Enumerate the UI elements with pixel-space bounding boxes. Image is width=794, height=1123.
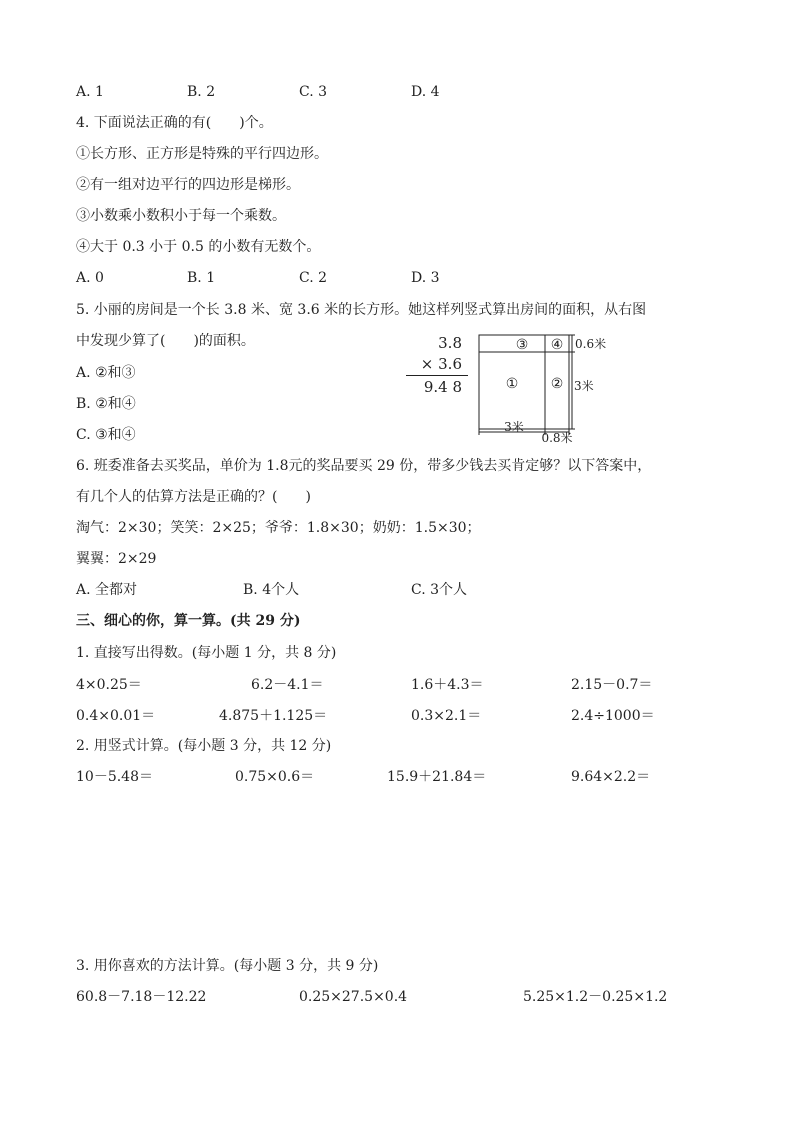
q6-line2: 有几个人的估算方法是正确的？( ) (76, 489, 311, 505)
q6-option-c: C. 3个人 (411, 582, 468, 598)
calc-multiplier: × 3.6 (420, 355, 462, 373)
simplify-calc-1: 60.8－7.18－12.22 (76, 989, 207, 1005)
q6-line1: 6. 班委准备去买奖品，单价为 1.8元的奖品要买 29 份，带多少钱去买肯定够？以下答案中， (76, 458, 652, 474)
vertical-calc-1: 10－5.48＝ (76, 769, 153, 785)
q6-line4: 翼翼：2×29 (76, 551, 157, 567)
q6-line3: 淘气：2×30；笑笑：2×25；爷爷：1.8×30；奶奶：1.5×30； (76, 520, 481, 536)
calc-1-4: 2.15－0.7＝ (571, 677, 653, 693)
label-3m-right: 3米 (574, 379, 594, 393)
section3-title: 三、细心的你，算一算。(共 29 分) (76, 613, 301, 629)
calc-1-2: 6.2－4.1＝ (251, 677, 324, 693)
q4-statement-3: ③小数乘小数积小于每一个乘数。 (76, 208, 286, 224)
q5-stem-line2: 中发现少算了( )的面积。 (76, 333, 255, 349)
q3-option-b: B. 2 (187, 84, 216, 100)
q4-stem: 4. 下面说法正确的有( )个。 (76, 115, 273, 131)
label-0-8m: 0.8米 (541, 431, 573, 445)
q5-option-a: A. ②和③ (76, 365, 136, 381)
vertical-calc-4: 9.64×2.2＝ (571, 769, 651, 785)
region-2-label: ② (550, 376, 564, 392)
label-3m-bottom: 3米 (504, 420, 524, 434)
simplify-calc-3: 5.25×1.2－0.25×1.2 (523, 989, 668, 1005)
q4-option-c: C. 2 (299, 270, 328, 286)
q6-option-b: B. 4个人 (243, 582, 300, 598)
part2-title: 2. 用竖式计算。(每小题 3 分，共 12 分) (76, 738, 332, 754)
q5-vertical-calc (404, 334, 468, 398)
calc-1-3: 1.6＋4.3＝ (411, 677, 484, 693)
q4-statement-2: ②有一组对边平行的四边形是梯形。 (76, 177, 300, 193)
q4-statement-1: ①长方形、正方形是特殊的平行四边形。 (76, 146, 328, 162)
region-3-label: ③ (515, 337, 529, 353)
region-1-label: ① (505, 376, 519, 392)
q5-option-b: B. ②和④ (76, 396, 136, 412)
vertical-calc-3: 15.9＋21.84＝ (387, 769, 487, 785)
label-0-6m: 0.6米 (575, 337, 607, 351)
q4-option-d: D. 3 (411, 270, 440, 286)
region-4-label: ④ (550, 337, 564, 353)
calc-rule (406, 375, 468, 376)
q5-option-c: C. ③和④ (76, 427, 136, 443)
q4-option-b: B. 1 (187, 270, 216, 286)
calc-2-2: 4.875＋1.125＝ (219, 708, 328, 724)
simplify-calc-2: 0.25×27.5×0.4 (299, 989, 408, 1005)
q6-option-a: A. 全都对 (76, 582, 138, 598)
calc-result: 9.4 8 (423, 378, 462, 396)
calc-2-4: 2.4÷1000＝ (571, 708, 655, 724)
q3-option-a: A. 1 (76, 84, 104, 100)
part3-title: 3. 用你喜欢的方法计算。(每小题 3 分，共 9 分) (76, 958, 379, 974)
q3-option-c: C. 3 (299, 84, 328, 100)
calc-2-3: 0.3×2.1＝ (411, 708, 482, 724)
q4-option-a: A. 0 (76, 270, 104, 286)
q5-stem-line1: 5. 小丽的房间是一个长 3.8 米、宽 3.6 米的长方形。她这样列竖式算出房间的面积，从右图 (76, 302, 647, 318)
q3-option-d: D. 4 (411, 84, 440, 100)
calc-top: 3.8 (438, 334, 462, 352)
q4-statement-4: ④大于 0.3 小于 0.5 的小数有无数个。 (76, 239, 321, 255)
calc-1-1: 4×0.25＝ (76, 677, 142, 693)
calc-2-1: 0.4×0.01＝ (76, 708, 156, 724)
vertical-calc-2: 0.75×0.6＝ (235, 769, 315, 785)
part1-title: 1. 直接写出得数。(每小题 1 分，共 8 分) (76, 645, 337, 661)
q5-room-figure (470, 330, 610, 445)
